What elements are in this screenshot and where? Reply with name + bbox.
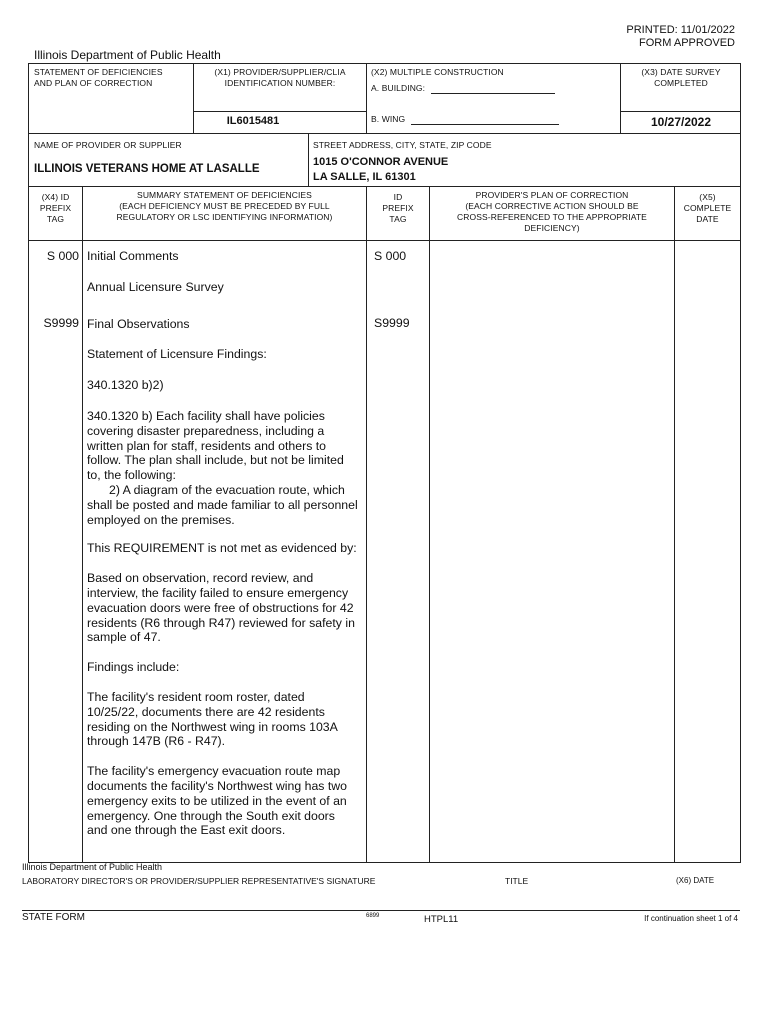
footer-agency: Illinois Department of Public Health (22, 862, 163, 872)
final-observations: Final Observations (87, 316, 190, 331)
regulation-line: shall be posted and made familiar to all personnel (87, 497, 358, 512)
title-label: TITLE (505, 876, 529, 886)
col-summary (366, 186, 367, 862)
form-code: 6899 (366, 913, 380, 919)
x4-header-1: (X4) ID (41, 192, 70, 202)
regulation-line: 340.1320 b) Each facility shall have policies (87, 408, 325, 423)
frame-row2 (28, 186, 741, 187)
print-info (626, 24, 735, 50)
form-approved: FORM APPROVED (639, 37, 735, 49)
id-header-3: TAG (389, 214, 407, 224)
requirement-not-met: This REQUIREMENT is not met as evidenced by: (87, 541, 357, 556)
tag-s9999-right: S9999 (374, 316, 410, 330)
regulation-line: employed on the premises. (87, 512, 235, 527)
signature-label: LABORATORY DIRECTOR'S OR PROVIDER/SUPPLIER REPRESENTATIVE'S SIGNATURE (22, 876, 376, 886)
frame-left (28, 63, 29, 862)
roster-line: 10/25/22, documents there are 42 residents (87, 704, 325, 719)
summary-header (83, 190, 366, 223)
x4-header-2: PREFIX (39, 203, 72, 213)
x1-label-2: IDENTIFICATION NUMBER: (224, 78, 336, 88)
summary-header-2: (EACH DEFICIENCY MUST BE PRECEDED BY FULL (119, 201, 330, 211)
plan-header (430, 190, 674, 234)
x5-header-3: DATE (696, 214, 719, 224)
col-x4 (82, 186, 83, 862)
id-header-1: ID (393, 192, 403, 202)
wing-label: B. WING (371, 114, 406, 124)
regulation-line: follow. The plan shall include, but not be limited (87, 453, 344, 468)
col-plan (674, 186, 675, 862)
x5-header-1: (X5) (699, 192, 716, 202)
roster-paragraph (87, 690, 365, 749)
frame-row1 (28, 133, 741, 134)
x1-label (196, 67, 364, 89)
statement-label-1: STATEMENT OF DEFICIENCIES (34, 67, 163, 77)
observation-line: evacuation doors were free of obstructions for 42 (87, 600, 354, 615)
event-id: HTPL11 (424, 914, 459, 925)
plan-header-3: CROSS-REFERENCED TO THE APPROPRIATE (457, 212, 647, 222)
plan-header-1: PROVIDER'S PLAN OF CORRECTION (475, 190, 629, 200)
x2-label: (X2) MULTIPLE CONSTRUCTION (371, 67, 504, 77)
observation-line: sample of 47. (87, 630, 161, 645)
frame-top (28, 63, 741, 64)
map-paragraph (87, 764, 365, 838)
provider-name: ILLINOIS VETERANS HOME AT LASALLE (34, 163, 260, 175)
regulation-line: covering disaster preparedness, including a (87, 423, 325, 438)
map-line: emergency. One through the South exit doors (87, 808, 335, 823)
roster-line: residing on the Northwest wing in rooms 103A (87, 719, 338, 734)
tag-s000-right: S 000 (374, 249, 407, 263)
x4-header-3: TAG (46, 214, 65, 224)
roster-line: The facility's resident room roster, dated (87, 689, 305, 704)
regulation-ref: 340.1320 b)2) (87, 378, 164, 393)
x3-label-1: (X3) DATE SURVEY (641, 67, 721, 77)
findings-include: Findings include: (87, 660, 180, 675)
annual-survey: Annual Licensure Survey (87, 279, 224, 294)
statement-box-label (34, 67, 163, 89)
provider-name-label: NAME OF PROVIDER OR SUPPLIER (34, 140, 182, 150)
x4-header (29, 192, 82, 225)
printed-date: PRINTED: 11/01/2022 (626, 24, 735, 36)
observation-line: Based on observation, record review, and (87, 571, 314, 586)
state-form-label: STATE FORM (22, 912, 85, 923)
map-line: emergency exits to be utilized in the event of an (87, 793, 347, 808)
regulation-text (87, 409, 365, 527)
wing-field (371, 114, 559, 125)
div-x1 (193, 63, 194, 133)
observation-line: residents (R6 through R47) reviewed for safety in (87, 615, 355, 630)
deficiency-text (87, 249, 365, 838)
agency-name: Illinois Department of Public Health (34, 48, 221, 62)
statement-label-2: AND PLAN OF CORRECTION (34, 78, 153, 88)
map-line: The facility's emergency evacuation route map (87, 764, 341, 779)
div-x2 (366, 63, 367, 133)
address-line-2: LA SALLE, IL 61301 (313, 171, 416, 183)
continuation-sheet: If continuation sheet 1 of 4 (644, 914, 738, 923)
x3-split (620, 111, 741, 112)
frame-row3 (28, 240, 741, 241)
regulation-line: to, the following: (87, 468, 176, 483)
building-field (371, 83, 555, 94)
map-line: and one through the East exit doors. (87, 823, 286, 838)
tag-s9999: S9999 (43, 316, 79, 330)
x3-label (622, 67, 740, 89)
roster-line: through 147B (R6 - R47). (87, 734, 226, 749)
address-label: STREET ADDRESS, CITY, STATE, ZIP CODE (313, 140, 492, 150)
x6-date-label: (X6) DATE (676, 876, 715, 885)
observation-line: interview, the facility failed to ensure emergency (87, 585, 349, 600)
x1-split (193, 111, 366, 112)
provider-address (313, 155, 448, 185)
x5-header (675, 192, 740, 225)
map-line: documents the facility's Northwest wing has two (87, 778, 348, 793)
footer-rule (22, 910, 740, 911)
col-id (429, 186, 430, 862)
regulation-line: written plan for staff, residents and others to (87, 438, 327, 453)
x1-label-1: (X1) PROVIDER/SUPPLIER/CLIA (214, 67, 346, 77)
wing-blank (411, 117, 559, 125)
plan-header-4: DEFICIENCY) (524, 223, 580, 233)
id-header (367, 192, 429, 225)
x5-header-2: COMPLETE (683, 203, 732, 213)
x3-label-2: COMPLETED (654, 78, 708, 88)
building-label: A. BUILDING: (371, 83, 426, 93)
tag-s000: S 000 (46, 249, 79, 263)
statement-findings: Statement of Licensure Findings: (87, 347, 267, 362)
building-blank (431, 84, 555, 94)
provider-id-number: IL6015481 (226, 115, 280, 127)
initial-comments: Initial Comments (87, 249, 179, 263)
div-x3 (620, 63, 621, 133)
observation-paragraph (87, 571, 365, 645)
frame-right (740, 63, 741, 862)
survey-completed-date: 10/27/2022 (650, 115, 712, 129)
summary-header-3: REGULATORY OR LSC IDENTIFYING INFORMATION) (116, 212, 333, 222)
div-address (308, 133, 309, 186)
regulation-line: 2) A diagram of the evacuation route, which (109, 482, 345, 497)
id-header-2: PREFIX (382, 203, 414, 213)
address-line-1: 1015 O'CONNOR AVENUE (313, 156, 449, 168)
plan-header-2: (EACH CORRECTIVE ACTION SHOULD BE (465, 201, 639, 211)
summary-header-1: SUMMARY STATEMENT OF DEFICIENCIES (137, 190, 312, 200)
